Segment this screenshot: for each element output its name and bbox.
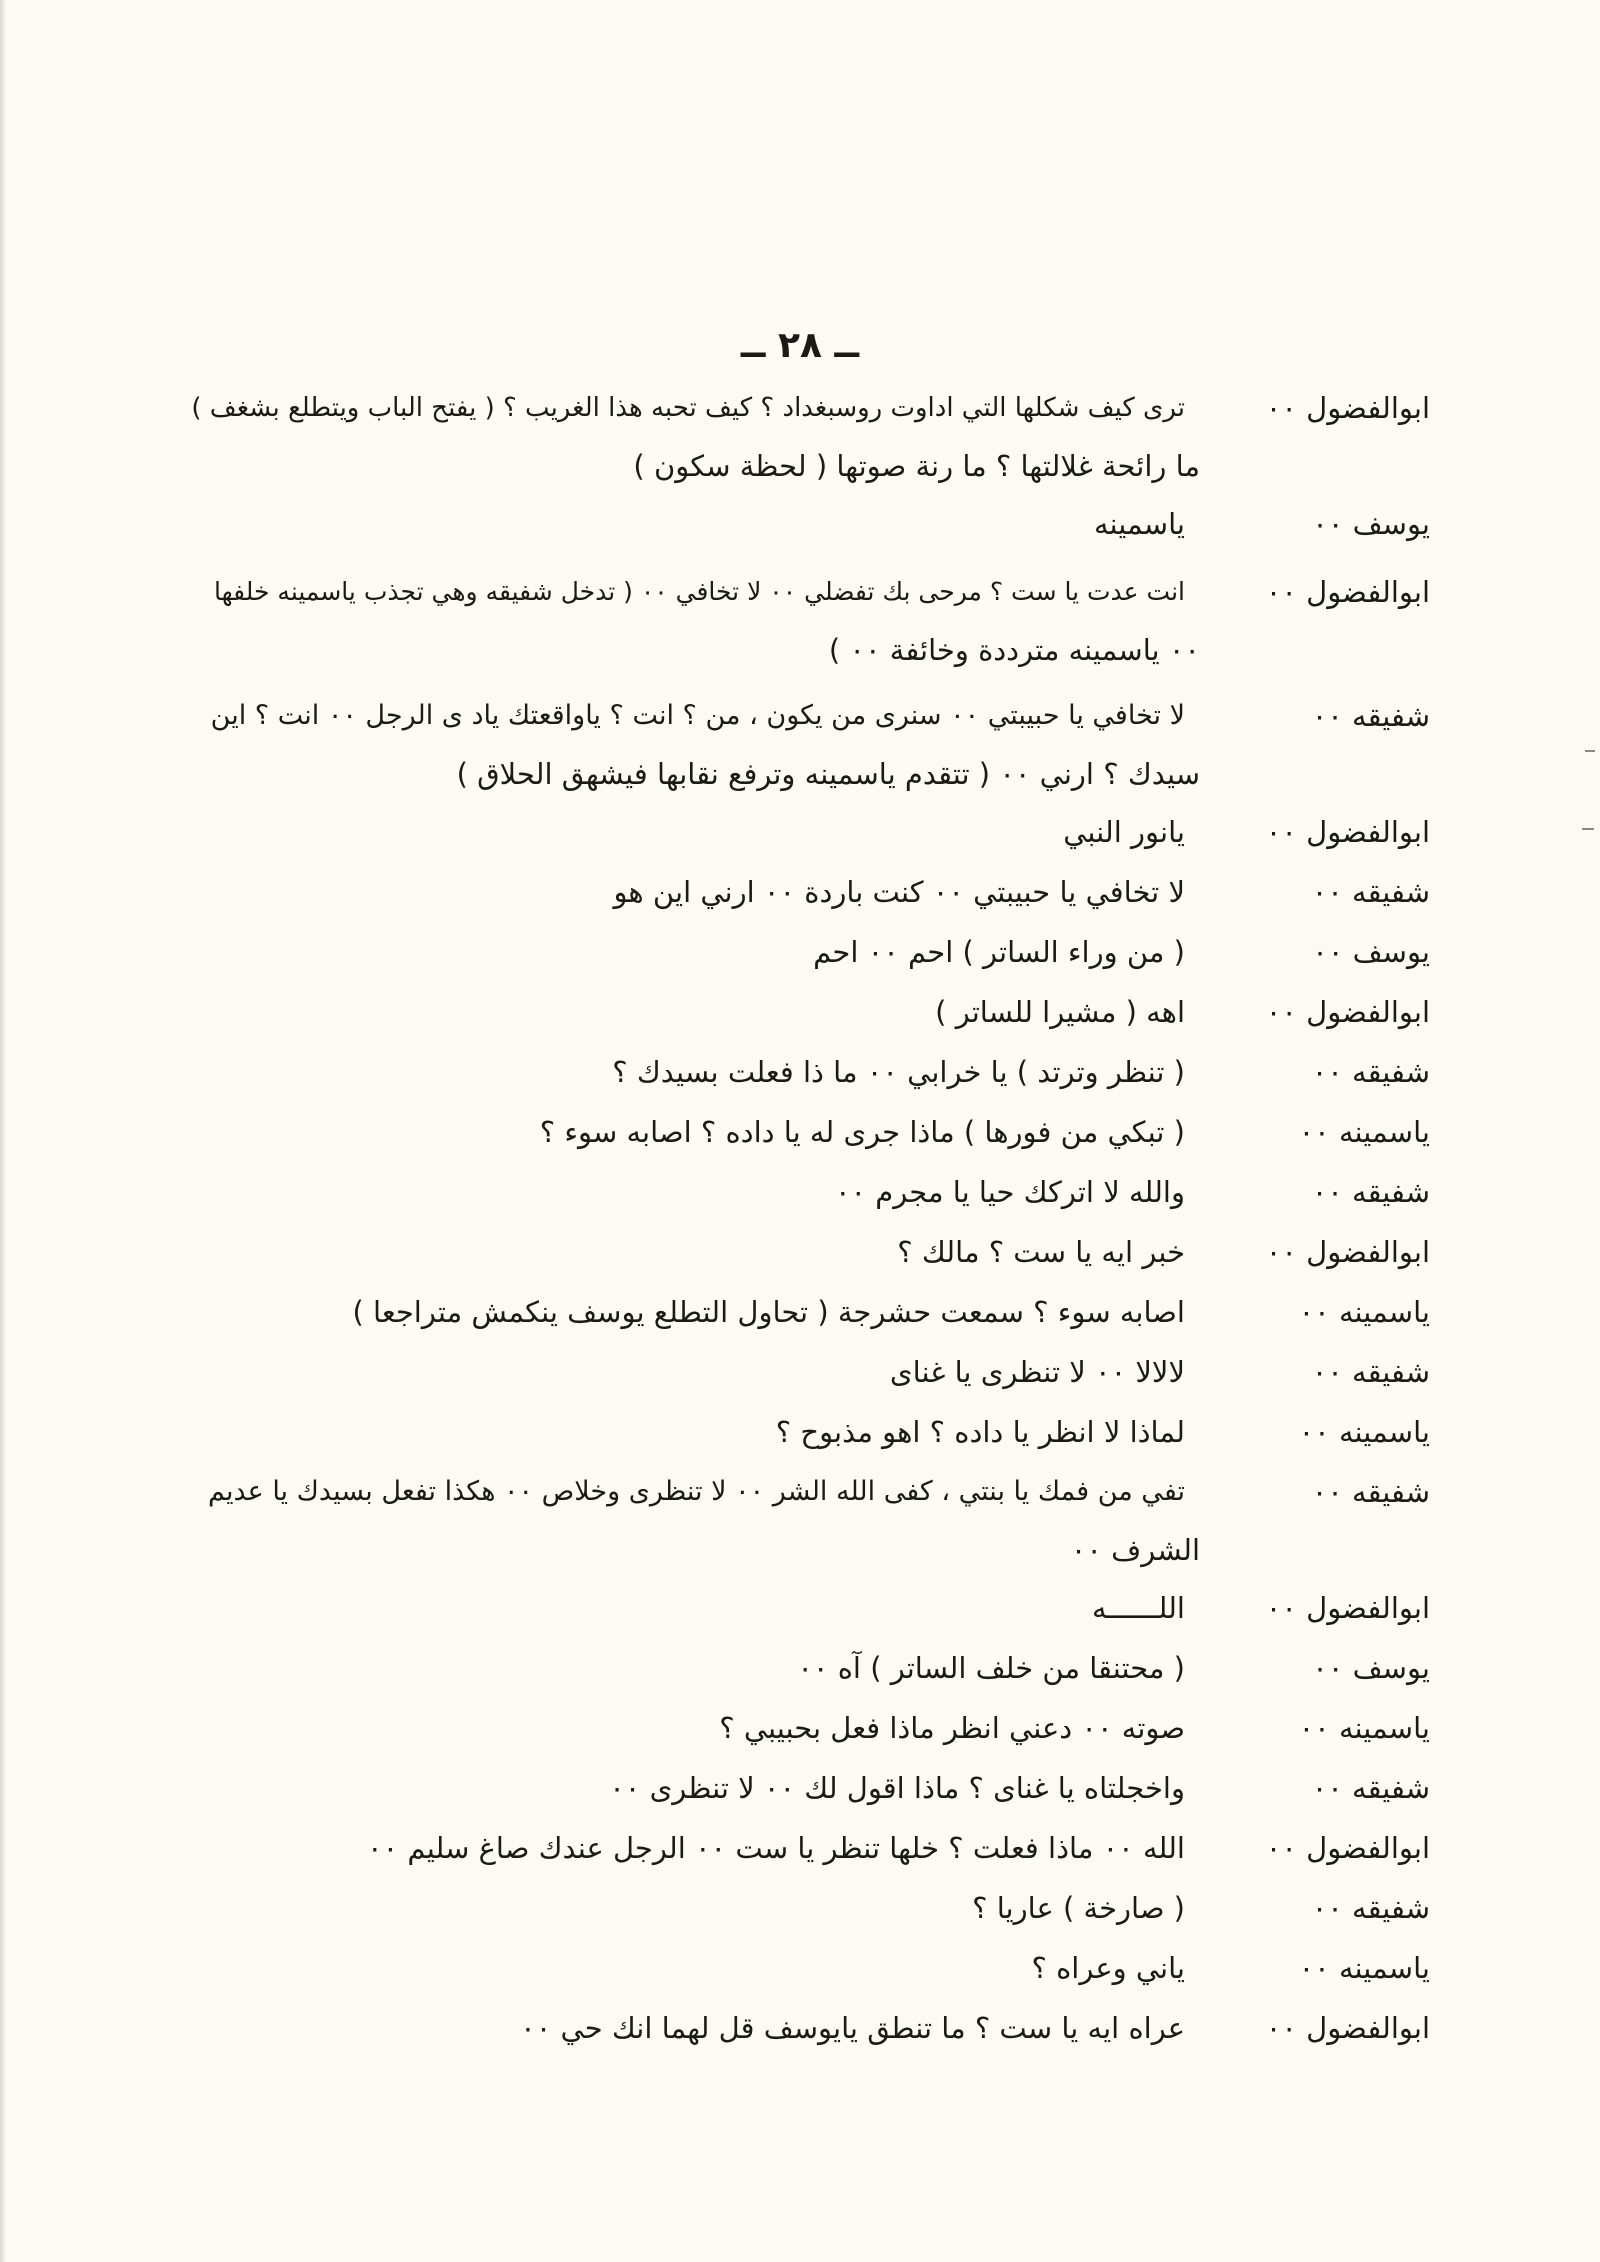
dialogue-text: انت عدت يا ست ؟ مرحى بك تفضلي ٠٠ لا تخافي ٠٠ ( تدخل شفيقه وهي تجذب ياسمينه خلفها <box>213 577 1185 606</box>
dialogue-line <box>160 982 1430 1042</box>
dialogue-continuation <box>160 622 1430 678</box>
dialogue-line <box>160 1638 1430 1698</box>
speaker-name: ابوالفضول ٠٠ <box>1265 575 1430 609</box>
speaker-name: شفيقه ٠٠ <box>1311 1475 1430 1509</box>
dialogue-text: تفي من فمك يا بنتي ، كفى الله الشر ٠٠ لا تنظرى وخلاص ٠٠ هكذا تفعل بسيدك يا عديم <box>207 1476 1185 1507</box>
dialogue-line <box>160 1222 1430 1282</box>
dialogue-line <box>160 862 1430 922</box>
dialogue-text: ٠٠ ياسمينه مترددة وخائفة ٠٠ ) <box>828 633 1200 667</box>
dialogue-line <box>160 494 1430 554</box>
dialogue-line <box>160 562 1430 622</box>
dialogue-line <box>160 1162 1430 1222</box>
dialogue-text: صوته ٠٠ دعني انظر ماذا فعل بحبيبي ؟ <box>719 1711 1185 1745</box>
dialogue-continuation <box>160 746 1430 802</box>
page-edge-shadow <box>0 0 6 2262</box>
speaker-name: شفيقه ٠٠ <box>1311 1891 1430 1925</box>
dialogue-text: الشرف ٠٠ <box>1070 1533 1200 1567</box>
dialogue-line <box>160 802 1430 862</box>
dialogue-text: لماذا لا انظر يا داده ؟ اهو مذبوح ؟ <box>775 1415 1185 1449</box>
dialogue-text: لا تخافي يا حبيبتي ٠٠ كنت باردة ٠٠ ارني اين هو <box>613 875 1185 909</box>
dialogue-text: ( صارخة ) عاريا ؟ <box>972 1891 1185 1925</box>
speaker-name: ابوالفضول ٠٠ <box>1265 995 1430 1029</box>
dialogue-text: اهه ( مشيرا للساتر ) <box>935 995 1185 1029</box>
dialogue-text: لالالا ٠٠ لا تنظرى يا غناى <box>889 1355 1185 1389</box>
dialogue-text: الله ٠٠ ماذا فعلت ؟ خلها تنظر يا ست ٠٠ الرجل عندك صاغ سليم ٠٠ <box>367 1831 1185 1865</box>
dialogue-text: سيدك ؟ ارني ٠٠ ( تتقدم ياسمينه وترفع نقابها فيشهق الحلاق ) <box>456 757 1200 791</box>
speaker-name: يوسف ٠٠ <box>1312 507 1430 541</box>
speaker-name: شفيقه ٠٠ <box>1311 1771 1430 1805</box>
dialogue-text: ( تنظر وترتد ) يا خرابي ٠٠ ما ذا فعلت بسيدك ؟ <box>612 1055 1185 1089</box>
dialogue-line <box>160 922 1430 982</box>
dialogue-text: خبر ايه يا ست ؟ مالك ؟ <box>897 1235 1185 1269</box>
script-body <box>160 378 1430 2058</box>
dialogue-text: والله لا اتركك حيا يا مجرم ٠٠ <box>834 1175 1185 1209</box>
dialogue-line <box>160 1818 1430 1878</box>
dialogue-line <box>160 378 1430 438</box>
dialogue-text: يانور النبي <box>1063 815 1185 849</box>
dialogue-line <box>160 1998 1430 2058</box>
speaker-name: شفيقه ٠٠ <box>1311 1175 1430 1209</box>
speaker-name: ابوالفضول ٠٠ <box>1265 391 1430 425</box>
dialogue-text: عراه ايه يا ست ؟ ما تنطق يايوسف قل لهما انك حي ٠٠ <box>520 2011 1185 2045</box>
speaker-name: شفيقه ٠٠ <box>1311 1055 1430 1089</box>
dialogue-text: ( من وراء الساتر ) احم ٠٠ احم <box>813 935 1185 969</box>
speaker-name: يوسف ٠٠ <box>1312 935 1430 969</box>
speaker-name: ياسمينه ٠٠ <box>1298 1711 1430 1745</box>
speaker-name: ياسمينه ٠٠ <box>1298 1115 1430 1149</box>
dialogue-line <box>160 1402 1430 1462</box>
page-number: ــ ٢٨ ــ <box>740 325 860 366</box>
dialogue-text: اصابه سوء ؟ سمعت حشرجة ( تحاول التطلع يوسف ينكمش متراجعا ) <box>352 1295 1185 1329</box>
speaker-name: ياسمينه ٠٠ <box>1298 1295 1430 1329</box>
speaker-name: ياسمينه ٠٠ <box>1298 1951 1430 1985</box>
speaker-name: ابوالفضول ٠٠ <box>1265 815 1430 849</box>
dialogue-text: ياسمينه <box>1093 507 1185 541</box>
dialogue-line <box>160 1698 1430 1758</box>
dialogue-text: ( تبكي من فورها ) ماذا جرى له يا داده ؟ اصابه سوء ؟ <box>539 1115 1185 1149</box>
dialogue-text: لا تخافي يا حبيبتي ٠٠ سنرى من يكون ، من ؟ انت ؟ ياواقعتك ياد ى الرجل ٠٠ انت ؟ اين <box>210 700 1185 731</box>
speaker-name: ياسمينه ٠٠ <box>1298 1415 1430 1449</box>
dialogue-line <box>160 1342 1430 1402</box>
dialogue-text: ( محتنقا من خلف الساتر ) آه ٠٠ <box>797 1651 1185 1685</box>
dialogue-text: اللــــــه <box>1091 1591 1185 1625</box>
dialogue-continuation <box>160 438 1430 494</box>
dialogue-line <box>160 686 1430 746</box>
speaker-name: شفيقه ٠٠ <box>1311 875 1430 909</box>
speaker-name: شفيقه ٠٠ <box>1311 699 1430 733</box>
dialogue-line <box>160 1282 1430 1342</box>
dialogue-text: ياني وعراه ؟ <box>1031 1951 1185 1985</box>
dialogue-text: ترى كيف شكلها التي اداوت روسبغداد ؟ كيف تحبه هذا الغريب ؟ ( يفتح الباب ويتطلع بشغف ) <box>191 393 1185 423</box>
speaker-name: ابوالفضول ٠٠ <box>1265 1591 1430 1625</box>
speaker-name: ابوالفضول ٠٠ <box>1265 2011 1430 2045</box>
dialogue-line <box>160 1042 1430 1102</box>
speaker-name: ابوالفضول ٠٠ <box>1265 1831 1430 1865</box>
dialogue-line <box>160 1462 1430 1522</box>
dialogue-continuation <box>160 1522 1430 1578</box>
speaker-name: شفيقه ٠٠ <box>1311 1355 1430 1389</box>
speaker-name: يوسف ٠٠ <box>1312 1651 1430 1685</box>
dialogue-line <box>160 1938 1430 1998</box>
dialogue-text: ما رائحة غلالتها ؟ ما رنة صوتها ( لحظة سكون ) <box>633 449 1200 483</box>
dialogue-line <box>160 1102 1430 1162</box>
dialogue-line <box>160 1578 1430 1638</box>
dialogue-line <box>160 1878 1430 1938</box>
speaker-name: ابوالفضول ٠٠ <box>1265 1235 1430 1269</box>
dialogue-line <box>160 1758 1430 1818</box>
dialogue-text: واخجلتاه يا غناى ؟ ماذا اقول لك ٠٠ لا تنظرى ٠٠ <box>609 1771 1185 1805</box>
margin-mark <box>1582 828 1594 830</box>
margin-mark <box>1585 750 1595 752</box>
